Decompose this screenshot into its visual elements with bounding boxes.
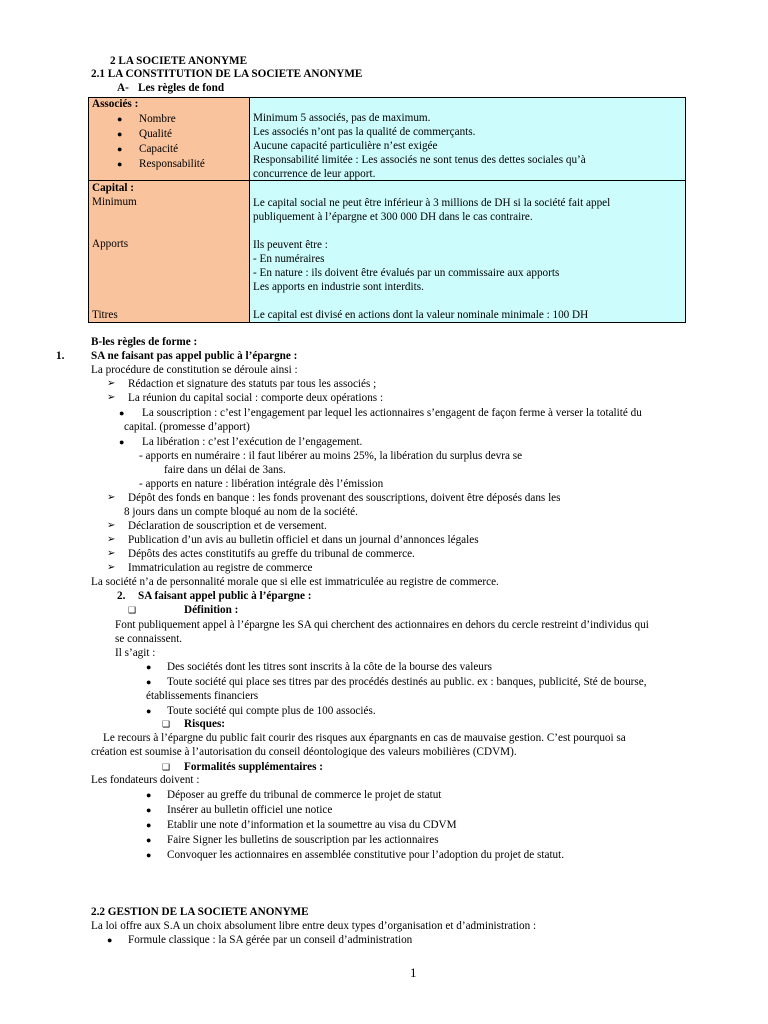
bullet-icon: ● <box>146 790 152 800</box>
associes-item: Nombre <box>139 113 176 125</box>
definition-line: Font publiquement appel à l’épargne les SA qui cherchent des actionnaires en dehors du cercle restreint d’individus qui <box>115 619 649 631</box>
bullet-icon: ● <box>146 805 152 815</box>
heading-gestion: 2.2 GESTION DE LA SOCIETE ANONYME <box>91 906 309 918</box>
item-1-title: SA ne faisant pas appel public à l’épargne : <box>91 350 298 362</box>
arrow-bullet-icon: ➢ <box>107 392 116 403</box>
section-a-title: Les règles de fond <box>138 82 225 94</box>
associes-desc-line: concurrence de leur apport. <box>253 168 376 180</box>
arrow-bullet-icon: ➢ <box>107 378 116 389</box>
liberation-numeraire: - apports en numéraire : il faut libérer au moins 25%, la libération du surplus devra se <box>139 450 523 462</box>
checkbox-bullet-icon: ❑ <box>162 762 171 772</box>
table-row-divider <box>89 180 685 181</box>
minimum-desc-line: publiquement à l’épargne et 300 000 DH dans le cas contraire. <box>253 211 533 223</box>
liberation-nature: - apports en nature : libération intégrale dès l’émission <box>139 478 384 490</box>
bullet-icon: ● <box>117 159 123 169</box>
arrow-bullet-icon: ➢ <box>107 548 116 559</box>
bullet-icon: ● <box>119 437 125 447</box>
fondateurs-item: Convoquer les actionnaires en assemblée constitutive pour l’adoption du projet de statut. <box>167 849 565 861</box>
titres-desc: Le capital est divisé en actions dont la valeur nominale minimale : 100 DH <box>253 309 589 321</box>
liberation-numeraire: faire dans un délai de 3ans. <box>164 464 286 476</box>
souscription-line: La souscription : c’est l’engagement par lequel les actionnaires s’engagent de façon ferme à verser la totalité du <box>142 407 642 419</box>
bullet-icon: ● <box>119 408 125 418</box>
minimum-label: Minimum <box>92 196 137 208</box>
bullet-icon: ● <box>146 850 152 860</box>
apports-desc-line: Ils peuvent être : <box>253 239 328 251</box>
il-sagit: Il s’agit : <box>115 647 156 659</box>
arrow-bullet-icon: ➢ <box>107 492 116 503</box>
apports-desc-line: - En numéraires <box>253 253 325 265</box>
bullet-icon: ● <box>146 706 152 716</box>
apports-desc-line: Les apports en industrie sont interdits. <box>253 281 424 293</box>
heading-la-societe-anonyme: 2 LA SOCIETE ANONYME <box>110 55 248 67</box>
bullet-icon: ● <box>107 935 113 945</box>
associes-desc-line: Aucune capacité particulière n’est exigée <box>253 140 438 152</box>
arrow-bullet-icon: ➢ <box>107 534 116 545</box>
apports-label: Apports <box>92 238 129 250</box>
risques-line: Le recours à l’épargne du public fait courir des risques aux épargnants en cas de mauvaise gestion. C’est pourquoi sa <box>103 732 626 744</box>
bullet-icon: ● <box>146 677 152 687</box>
associes-desc-line: Responsabilité limitée : Les associés ne sont tenus des dettes sociales qu’à <box>253 154 586 166</box>
sagit-item: Toute société qui place ses titres par des procédés destinés au public. ex : banques, publicité, Sté de bourse, <box>167 676 647 688</box>
risques-title: Risques: <box>184 718 226 730</box>
page-number: 1 <box>410 965 417 980</box>
bullet-icon: ● <box>117 129 123 139</box>
heading-constitution: 2.1 LA CONSTITUTION DE LA SOCIETE ANONYME <box>91 68 363 80</box>
rules-table <box>88 97 686 323</box>
risques-line: création est soumise à l’autorisation du conseil déontologique des valeurs mobilières (CDVM). <box>91 746 517 758</box>
sagit-item: Toute société qui compte plus de 100 associés. <box>167 705 376 717</box>
gestion-item: Formule classique : la SA gérée par un conseil d’administration <box>128 934 413 946</box>
item-1-number: 1. <box>56 350 65 362</box>
bullet-icon: ● <box>117 144 123 154</box>
formalites-title: Formalités supplémentaires : <box>184 761 323 773</box>
procedure-intro: La procédure de constitution se déroule ainsi : <box>91 364 298 376</box>
bullet-icon: ● <box>117 114 123 124</box>
fondateurs-intro: Les fondateurs doivent : <box>91 774 200 786</box>
arrow-bullet-icon: ➢ <box>107 562 116 573</box>
associes-item: Responsabilité <box>139 158 205 170</box>
associes-desc-line: Minimum 5 associés, pas de maximum. <box>253 112 431 124</box>
associes-title: Associés : <box>92 98 139 110</box>
minimum-desc-line: Le capital social ne peut être inférieur à 3 millions de DH si la société fait appel <box>253 197 611 209</box>
procedure-step: 8 jours dans un compte bloqué au nom de la société. <box>124 506 358 518</box>
checkbox-bullet-icon: ❑ <box>162 719 171 729</box>
fondateurs-item: Etablir une note d’information et la soumettre au visa du CDVM <box>167 819 457 831</box>
sagit-item: établissements financiers <box>146 690 259 702</box>
item-2-number: 2. <box>117 590 126 602</box>
capital-title: Capital : <box>92 182 134 194</box>
associes-item: Capacité <box>139 143 179 155</box>
apports-desc-line: - En nature : ils doivent être évalués par un commissaire aux apports <box>253 267 560 279</box>
procedure-step: La réunion du capital social : comporte deux opérations : <box>128 392 384 404</box>
personnalite-morale: La société n’a de personnalité morale que si elle est immatriculée au registre de commerce. <box>91 576 499 588</box>
bullet-icon: ● <box>146 820 152 830</box>
fondateurs-item: Insérer au bulletin officiel une notice <box>167 804 333 816</box>
arrow-bullet-icon: ➢ <box>107 520 116 531</box>
sagit-item: Des sociétés dont les titres sont inscrits à la côte de la bourse des valeurs <box>167 661 492 673</box>
souscription-line: capital. (promesse d’apport) <box>124 421 250 433</box>
fondateurs-item: Déposer au greffe du tribunal de commerce le projet de statut <box>167 789 442 801</box>
table-column-divider <box>249 98 250 322</box>
bullet-icon: ● <box>146 662 152 672</box>
fondateurs-item: Faire Signer les bulletins de souscription par les actionnaires <box>167 834 439 846</box>
section-a-number: A- <box>117 82 129 94</box>
procedure-step: Rédaction et signature des statuts par tous les associés ; <box>128 378 377 390</box>
titres-label: Titres <box>92 309 118 321</box>
procedure-step: Publication d’un avis au bulletin officiel et dans un journal d’annonces légales <box>128 534 479 546</box>
procedure-step: Déclaration de souscription et de versement. <box>128 520 327 532</box>
definition-line: se connaissent. <box>115 633 183 645</box>
procedure-step: Dépôts des actes constitutifs au greffe du tribunal de commerce. <box>128 548 415 560</box>
gestion-line: La loi offre aux S.A un choix absolument libre entre deux types d’organisation et d’administration : <box>91 920 537 932</box>
section-b-title: B-les règles de forme : <box>91 336 198 348</box>
checkbox-bullet-icon: ❑ <box>128 605 137 615</box>
item-2-title: SA faisant appel public à l’épargne : <box>138 590 312 602</box>
associes-desc-line: Les associés n’ont pas la qualité de commerçants. <box>253 126 476 138</box>
bullet-icon: ● <box>146 835 152 845</box>
procedure-step: Immatriculation au registre de commerce <box>128 562 313 574</box>
associes-item: Qualité <box>139 128 172 140</box>
procedure-step: Dépôt des fonds en banque : les fonds provenant des souscriptions, doivent être déposés dans les <box>128 492 561 504</box>
definition-title: Définition : <box>184 604 239 616</box>
liberation-line: La libération : c’est l’exécution de l’engagement. <box>142 436 363 448</box>
